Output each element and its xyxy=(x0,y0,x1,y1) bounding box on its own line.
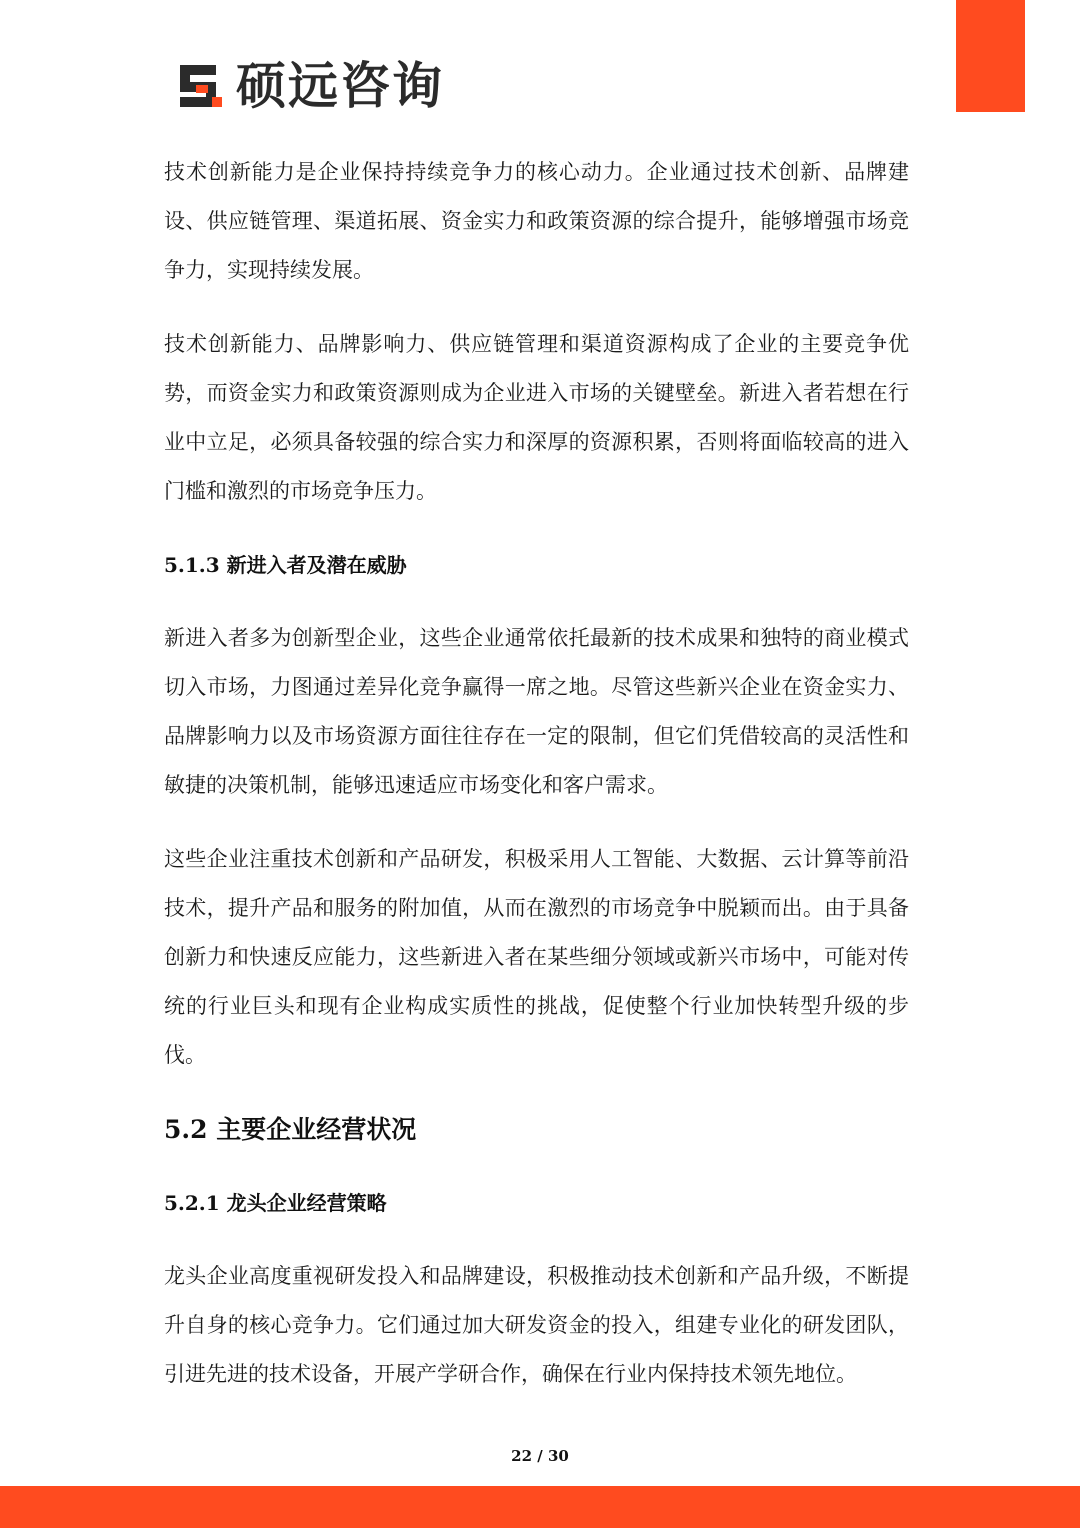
paragraph: 龙头企业高度重视研发投入和品牌建设，积极推动技术创新和产品升级，不断提升自身的核心竞争力。它们通过加大研发资金的投入，组建专业化的研发团队，引进先进的技术设备，开展产学研合作，确保在行业内保持技术领先地位。 xyxy=(164,1264,909,1386)
bottom-accent-bar xyxy=(0,1486,1080,1528)
paragraph: 这些企业注重技术创新和产品研发，积极采用人工智能、大数据、云计算等前沿技术，提升产品和服务的附加值，从而在激烈的市场竞争中脱颖而出。由于具备创新力和快速反应能力，这些新进入者在某些细分领域或新兴市场中，可能对传统的行业巨头和现有企业构成实质性的挑战，促使整个行业加快转型升级的步伐。 xyxy=(164,847,909,1067)
subsection-heading-5-2-1: 5.2.1 龙头企业经营策略 xyxy=(164,1191,387,1215)
logo-text: 硕远咨询 xyxy=(236,57,444,115)
subsection-heading-5-1-3: 5.1.3 新进入者及潜在威胁 xyxy=(164,553,407,577)
top-accent-bar xyxy=(956,0,1025,112)
page-number: 22 / 30 xyxy=(511,1447,569,1465)
logo-mark-icon xyxy=(176,61,226,111)
company-logo xyxy=(176,58,444,114)
section-heading-5-2: 5.2 主要企业经营状况 xyxy=(164,1115,417,1144)
paragraph: 新进入者多为创新型企业，这些企业通常依托最新的技术成果和独特的商业模式切入市场，力图通过差异化竞争赢得一席之地。尽管这些新兴企业在资金实力、品牌影响力以及市场资源方面往往存在一定的限制，但它们凭借较高的灵活性和敏捷的决策机制，能够迅速适应市场变化和客户需求。 xyxy=(164,626,909,797)
paragraph: 技术创新能力是企业保持持续竞争力的核心动力。企业通过技术创新、品牌建设、供应链管理、渠道拓展、资金实力和政策资源的综合提升，能够增强市场竞争力，实现持续发展。 xyxy=(164,160,909,282)
paragraph: 技术创新能力、品牌影响力、供应链管理和渠道资源构成了企业的主要竞争优势，而资金实力和政策资源则成为企业进入市场的关键壁垒。新进入者若想在行业中立足，必须具备较强的综合实力和深厚的资源积累，否则将面临较高的进入门槛和激烈的市场竞争压力。 xyxy=(164,332,909,503)
document-body xyxy=(164,148,909,1424)
